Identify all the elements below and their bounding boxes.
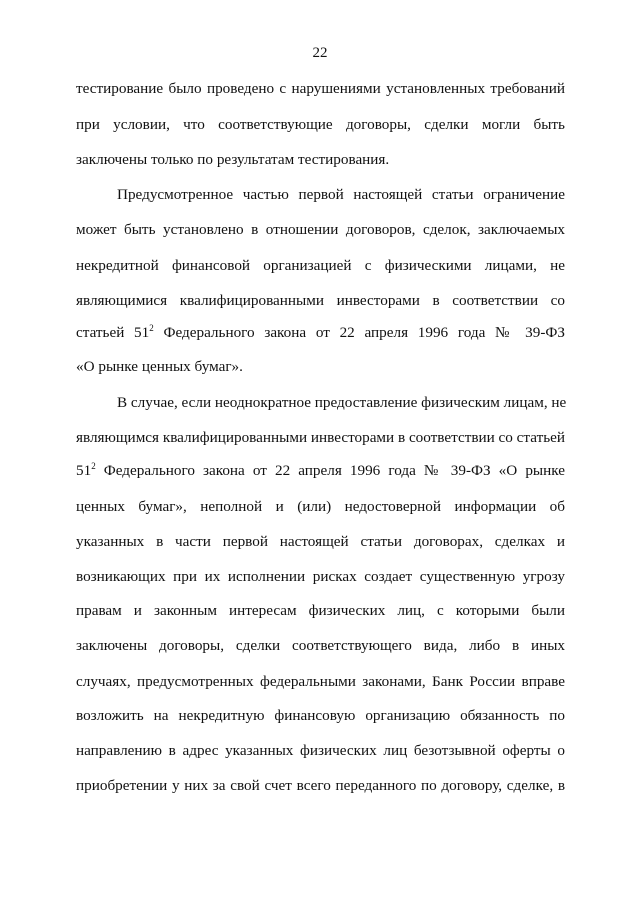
text-line: заключены только по результатам тестирования.	[76, 151, 390, 168]
paragraph-first-line: Предусмотренное частью первой настоящей статьи ограничение	[117, 186, 565, 203]
text-line-with-superscript	[76, 461, 565, 481]
superscript: 2	[91, 461, 96, 471]
text-line: приобретении у них за свой счет всего переданного по договору, сделке, в	[76, 777, 565, 794]
text-line: возложить на некредитную финансовую организацию обязанность по	[76, 707, 565, 724]
paragraph-first-line: В случае, если неоднократное предоставление физическим лицам, не	[117, 394, 567, 411]
text-line: возникающих при их исполнении рисках создает существенную угрозу	[76, 568, 565, 585]
text-line: указанных в части первой настоящей статьи договорах, сделках и	[76, 533, 565, 550]
text-line: тестирование было проведено с нарушениями установленных требований	[76, 80, 565, 97]
text-line: при условии, что соответствующие договоры, сделки могли быть	[76, 116, 565, 133]
text-fragment: Федерального закона от 22 апреля 1996 года № 39-ФЗ «О рынке	[95, 462, 565, 479]
text-fragment: 51	[76, 462, 92, 479]
text-line: некредитной финансовой организацией с физическими лицами, не	[76, 257, 565, 274]
text-line: «О рынке ценных бумаг».	[76, 358, 243, 375]
text-fragment: Федерального закона от 22 апреля 1996 года № 39-ФЗ	[153, 324, 566, 341]
page-number: 22	[312, 45, 328, 61]
text-line: ценных бумаг», неполной и (или) недостоверной информации об	[76, 498, 565, 515]
text-line-with-superscript	[76, 323, 565, 343]
superscript: 2	[149, 323, 154, 333]
text-line: правам и законным интересам физических лиц, с которыми были	[76, 602, 565, 619]
text-line: являющимися квалифицированными инвесторами в соответствии со	[76, 292, 565, 309]
text-line: являющимся квалифицированными инвесторами в соответствии со статьей	[76, 429, 566, 446]
text-line: направлению в адрес указанных физических лиц безотзывной оферты о	[76, 742, 565, 759]
text-line: может быть установлено в отношении договоров, сделок, заключаемых	[76, 221, 565, 238]
text-fragment: статьей 51	[76, 324, 150, 341]
text-line: случаях, предусмотренных федеральными законами, Банк России вправе	[76, 673, 565, 690]
text-line: заключены договоры, сделки соответствующего вида, либо в иных	[76, 637, 565, 654]
